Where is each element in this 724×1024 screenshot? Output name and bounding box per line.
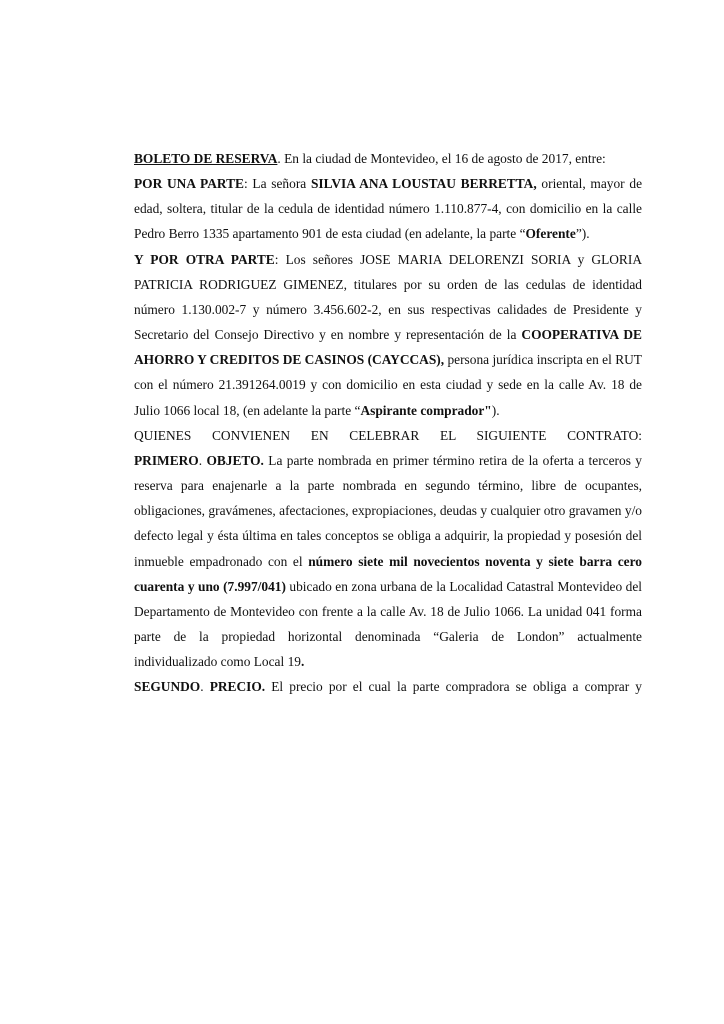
clause1-label: PRIMERO (134, 452, 199, 468)
party2-org: COOPERATIVA DE AHORRO Y CREDITOS DE CASINOS (CAYCCAS), (134, 327, 642, 368)
clause2-text-1: El precio por el cual la parte compradora se obliga a comprar y (265, 679, 642, 695)
party1-text-2: oriental, mayor de edad, soltera, titular de la cedula de identidad número 1.110.877-4, con domicilio en la calle Pedro Berro 1335 apartamento 901 de esta ciudad (en adelante, la parte “ (134, 176, 643, 242)
clause1-title: OBJETO. (206, 452, 264, 468)
document-body (134, 146, 642, 699)
party2-role: Aspirante comprador" (360, 402, 492, 418)
clause2-title: PRECIO. (209, 679, 266, 695)
document-title: BOLETO DE RESERVA (134, 151, 278, 166)
clause2-sep: . (200, 679, 210, 695)
party1-name: SILVIA ANA LOUSTAU BERRETTA, (310, 176, 537, 192)
party1-text-1: : La señora (243, 176, 311, 192)
clause2-paragraph (134, 674, 642, 699)
party1-paragraph (134, 171, 642, 246)
party2-paragraph (134, 247, 642, 423)
agreement-line: QUIENES CONVIENEN EN CELEBRAR EL SIGUIENTE CONTRATO: (134, 427, 642, 443)
clause1-end: . (300, 654, 305, 670)
party2-text-2: persona jurídica inscripta en el RUT con el número 21.391264.0019 y con domicilio en esta ciudad y sede en la calle Av. 18 de Julio 1066 local 18, (en adelante la parte “ (134, 352, 642, 418)
party1-text-3: ”). (575, 226, 590, 242)
party1-label: POR UNA PARTE (134, 176, 244, 192)
clause1-paragraph (134, 448, 642, 674)
heading-paragraph (134, 146, 642, 171)
clause1-text-1: La parte nombrada en primer término retira de la oferta a terceros y reserva para enajenarle a la parte nombrada en segundo término, libre de ocupantes, obligaciones, gravámenes, afectaciones, expropiaciones, deudas y cualquier otro gravamen y/o defecto legal y ésta última en tales conceptos se obliga a adquirir, la propiedad y posesión del inmueble empadronado con el (134, 452, 642, 569)
clause2-label: SEGUNDO (134, 679, 201, 695)
party2-label: Y POR OTRA PARTE (134, 251, 275, 267)
party1-role: Oferente (525, 226, 576, 242)
clause1-number: número siete mil novecientos noventa y siete barra cero cuarenta y uno (7.997/041) (134, 553, 642, 594)
clause1-text-2: ubicado en zona urbana de la Localidad Catastral Montevideo del Departamento de Montevideo con frente a la calle Av. 18 de Julio 1066. La unidad 041 forma parte de la propiedad horizontal denominada “Galeria de London” actualmente individualizado como Local 19 (134, 578, 642, 670)
party2-text-3: ). (491, 402, 500, 418)
clause1-sep: . (198, 452, 207, 468)
heading-text: . En la ciudad de Montevideo, el 16 de agosto de 2017, entre: (277, 151, 606, 166)
party2-text-1: : Los señores JOSE MARIA DELORENZI SORIA y GLORIA PATRICIA RODRIGUEZ GIMENEZ, titulares por su orden de las cedulas de identidad número 1.130.002-7 y número 3.456.602-2, en sus respectivas calidades de Presidente y Secretario del Consejo Directivo y en nombre y representación de la (134, 251, 642, 343)
